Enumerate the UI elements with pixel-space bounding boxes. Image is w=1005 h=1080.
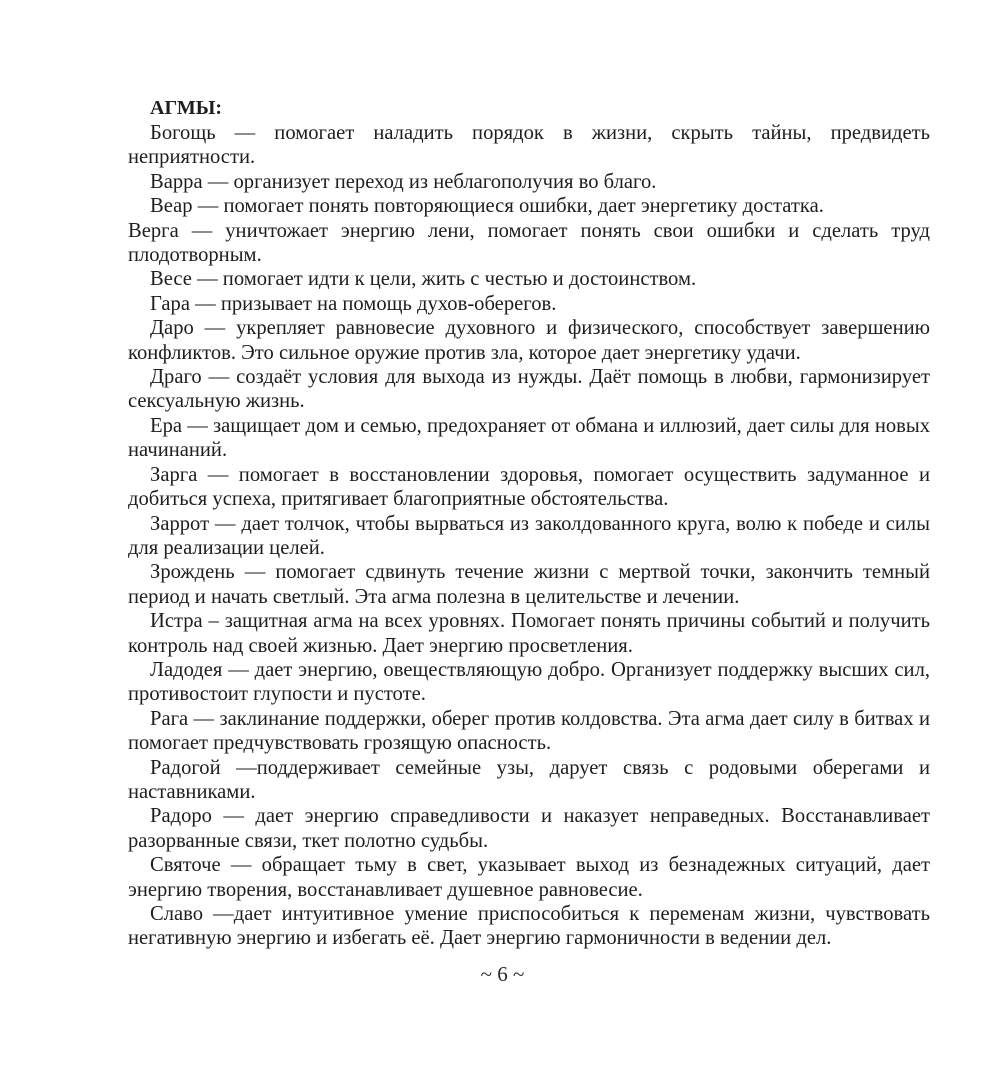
entry-drago: Драго — создаёт условия для выхода из нужды. Даёт помощь в любви, гармонизирует сексуальную жизнь. (128, 366, 930, 413)
entry-vear: Веар — помогает понять повторяющиеся ошибки, дает энергетику достатка. (150, 195, 824, 218)
page-content (128, 96, 930, 951)
entry-zarga: Зарга — помогает в восстановлении здоровья, помогает осуществить задуманное и добиться успеха, притягивает благоприятные обстоятельства. (128, 463, 930, 511)
page-number: ~ 6 ~ (480, 962, 525, 986)
entry-radoro: Радоро — дает энергию справедливости и наказует неправедных. Восстанавливает разорванные связи, ткет полотно судьбы. (128, 805, 930, 852)
entry-gara: Гара — призывает на помощь духов-оберегов. (150, 292, 557, 315)
entry-verga: Верга — уничтожает энергию лени, помогает понять свои ошибки и сделать труд плодотворным. (128, 219, 930, 267)
entry-bogoshch: Богощь — помогает наладить порядок в жизни, скрыть тайны, предвидеть неприятности. (128, 122, 930, 169)
entry-zarrot: Заррот — дает толчок, чтобы вырваться из заколдованного круга, волю к победе и силы для реализации целей. (128, 512, 930, 559)
entry-era: Ера — защищает дом и семью, предохраняет от обмана и иллюзий, дает силы для новых начинаний. (128, 414, 930, 462)
section-heading: АГМЫ: (150, 97, 223, 119)
entry-raga: Рага — заклинание поддержки, оберег против колдовства. Эта агма дает силу в битвах и помогает предчувствовать грозящую опасность. (128, 707, 930, 755)
entry-daro: Даро — укрепляет равновесие духовного и физического, способствует завершению конфликтов. Это сильное оружие против зла, которое дает энергетику удачи. (128, 317, 930, 364)
entry-varra: Варра — организует переход из неблагополучия во благо. (150, 170, 657, 193)
entry-slavo: Славо —дает интуитивное умение приспособиться к переменам жизни, чувствовать негативную энергию и избегать её. Дает энергию гармоничности в ведении дел. (128, 903, 930, 950)
entry-svyatoche: Святоче — обращает тьму в свет, указывает выход из безнадежных ситуаций, дает энергию творения, восстанавливает душевное равновесие. (128, 854, 930, 901)
entry-radogoy: Радогой —поддерживает семейные узы, дарует связь с родовыми оберегами и наставниками. (128, 756, 930, 803)
entry-zrozhden: Зрождень — помогает сдвинуть течение жизни с мертвой точки, закончить темный период и начать светлый. Эта агма полезна в целительстве и лечении. (128, 561, 930, 608)
entry-ladodeya: Ладодея — дает энергию, овеществляющую добро. Организует поддержку высших сил, противостоит глупости и пустоте. (128, 658, 930, 706)
entry-vese: Весе — помогает идти к цели, жить с честью и достоинством. (150, 268, 697, 291)
entry-istra: Истра – защитная агма на всех уровнях. Помогает понять причины событий и получить контроль над своей жизнью. Дает энергию просветления. (128, 610, 930, 657)
